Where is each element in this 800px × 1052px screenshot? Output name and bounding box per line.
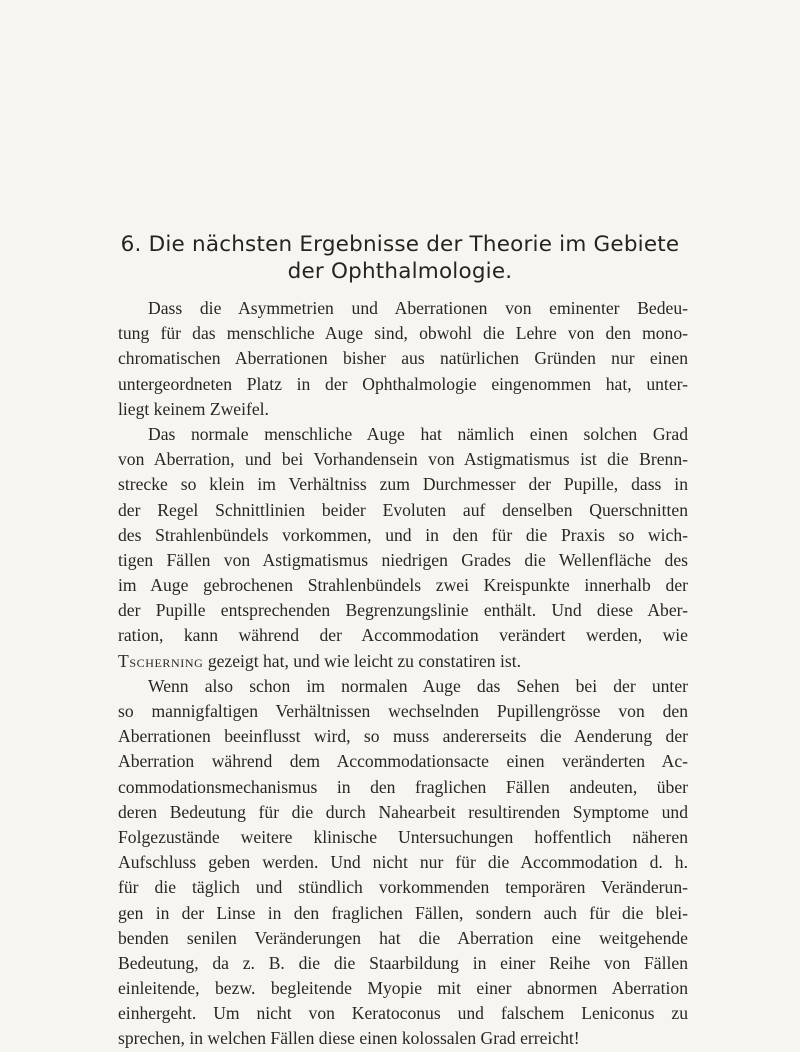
text-line [118, 649, 688, 674]
text-line: Aufschluss geben werden. Und nicht nur für die Accommodation d. h. [118, 852, 688, 873]
text-line: im Auge gebrochenen Strahlenbündels zwei Kreispunkte innerhalb der [118, 575, 688, 596]
text-line-rest: gezeigt hat, und wie leicht zu constatiren ist. [203, 650, 521, 671]
text-line: benden senilen Veränderungen hat die Aberration eine weitgehende [118, 927, 688, 948]
text-line: Das normale menschliche Auge hat nämlich einen solchen Grad [148, 423, 688, 444]
text-line: Bedeutung, da z. B. die die Staarbildung in einer Reihe von Fällen [118, 952, 688, 973]
text-line: strecke so klein im Verhältniss zum Durchmesser der Pupille, dass in [118, 474, 688, 495]
text-line: der Pupille entsprechenden Begrenzungslinie enthält. Und diese Aber- [118, 600, 688, 621]
text-line: Wenn also schon im normalen Auge das Sehen bei der unter [148, 675, 688, 696]
text-line: Aberrationen beeinflusst wird, so muss andererseits die Aenderung der [118, 726, 688, 747]
text-line: der Regel Schnittlinien beider Evoluten auf denselben Querschnitten [118, 499, 688, 520]
text-line: Folgezustände weitere klinische Untersuchungen hoffentlich näheren [118, 826, 688, 847]
text-line: Aberration während dem Accommodationsacte einen veränderten Ac- [118, 751, 688, 772]
text-line: gen in der Linse in den fraglichen Fällen, sondern auch für die blei- [118, 902, 688, 923]
text-line: für die täglich und stündlich vorkommenden temporären Veränderun- [118, 877, 688, 898]
text-line: Dass die Asymmetrien und Aberrationen von eminenter Bedeu- [148, 298, 688, 318]
text-line: tigen Fällen von Astigmatismus niedrigen Grades die Wellenfläche des [118, 549, 688, 570]
body-text [118, 296, 688, 1052]
section-heading-line-2: der Ophthalmologie. [287, 259, 513, 284]
text-line: einleitende, bezw. begleitende Myopie mit einer abnormen Aberration [118, 978, 688, 999]
text-line: von Aberration, und bei Vorhandensein von Astigmatismus ist die Brenn- [118, 449, 688, 470]
text-line: chromatischen Aberrationen bisher aus natürlichen Gründen nur einen [118, 348, 688, 369]
text-line: ration, kann während der Accommodation verändert werden, wie [118, 625, 688, 646]
text-line: untergeordneten Platz in der Ophthalmologie eingenommen hat, unter- [118, 373, 688, 394]
text-line: einhergeht. Um nicht von Keratoconus und falschem Leniconus zu [118, 1003, 688, 1024]
text-line: deren Bedeutung für die durch Nahearbeit resultirenden Symptome und [118, 801, 688, 822]
author-name: Tscherning [118, 650, 204, 671]
text-line: sprechen, in welchen Fällen diese einen kolossalen Grad erreicht! [118, 1028, 580, 1049]
section-heading-line-1: 6. Die nächsten Ergebnisse der Theorie im Gebiete [120, 232, 680, 257]
text-line: so mannigfaltigen Verhältnissen wechselnden Pupillengrösse von den [118, 701, 688, 721]
text-line: commodationsmechanismus in den fraglichen Fällen andeuten, über [118, 776, 688, 797]
text-line: tung für das menschliche Auge sind, obwohl die Lehre von den mono- [118, 323, 688, 344]
text-line: des Strahlenbündels vorkommen, und in den für die Praxis so wich- [118, 524, 688, 545]
text-line: liegt keinem Zweifel. [118, 398, 269, 419]
